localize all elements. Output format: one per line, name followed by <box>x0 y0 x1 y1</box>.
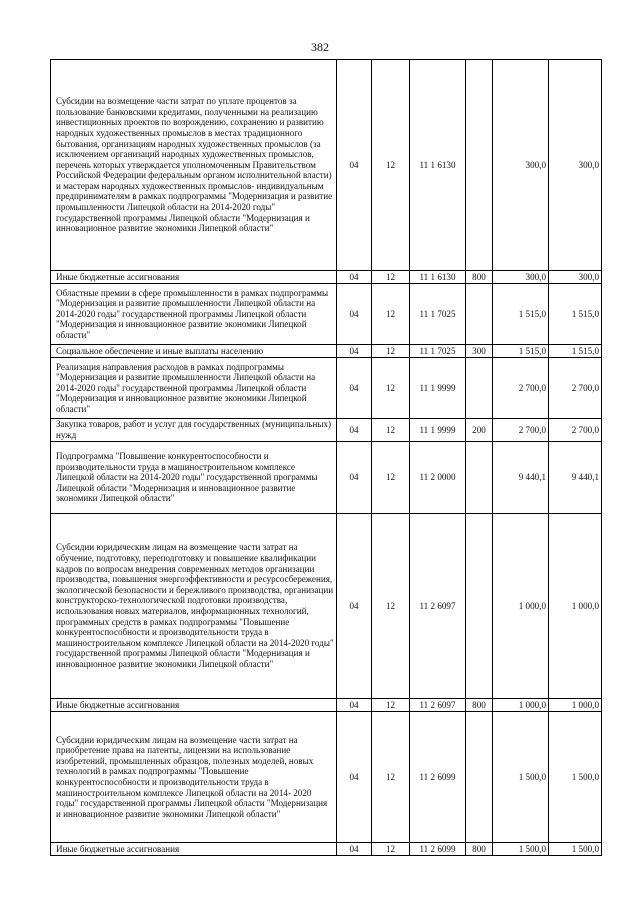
section-code-cell: 04 <box>337 442 372 514</box>
amount-cell: 1 000,0 <box>493 514 549 699</box>
target-article-cell: 11 1 9999 <box>410 358 466 419</box>
expense-type-cell: 200 <box>466 419 493 442</box>
subsection-code-cell: 12 <box>372 271 410 284</box>
subsection-code-cell: 12 <box>372 712 410 843</box>
amount-cell: 9 440,1 <box>493 442 549 514</box>
subsection-code-cell: 12 <box>372 699 410 712</box>
expense-type-cell: 800 <box>466 271 493 284</box>
expense-type-cell <box>466 442 493 514</box>
section-code-cell: 04 <box>337 843 372 856</box>
expense-type-cell: 800 <box>466 843 493 856</box>
target-article-cell: 11 2 0000 <box>410 442 466 514</box>
page-number: 382 <box>311 40 329 54</box>
description-cell: Субсидии на возмещение части затрат по уплате процентов за пользование банковскими кредитами, полученными на реализацию инвестиционных проектов по возрождению, сохранению и развитию народных художественных промыслов в местах традиционного бытования, организациям народных художественных промыслов (за исключением организаций народных художественных промыслов, перечень которых утверждается уполномоченным Правительством Российской Федерации федеральным органом исполнительной власти) и мастерам народных художественных промыслов- индивидуальным предпринимателям в рамках подпрограммы "Модернизация и развитие промышленности Липецкой области на 2014-2020 годы" государственной программы Липецкой области "Модернизация и инновационное развитие экономики Липецкой области" <box>51 60 337 271</box>
section-code-cell: 04 <box>337 514 372 699</box>
amount-cell: 300,0 <box>493 271 549 284</box>
amount-cell: 1 000,0 <box>549 699 602 712</box>
amount-cell: 300,0 <box>493 60 549 271</box>
amount-cell: 1 000,0 <box>549 514 602 699</box>
section-code-cell: 04 <box>337 358 372 419</box>
subsection-code-cell: 12 <box>372 442 410 514</box>
amount-cell: 1 515,0 <box>493 284 549 345</box>
amount-cell: 2 700,0 <box>493 419 549 442</box>
amount-cell: 1 500,0 <box>549 712 602 843</box>
amount-cell: 1 000,0 <box>493 699 549 712</box>
section-code-cell: 04 <box>337 284 372 345</box>
target-article-cell: 11 1 7025 <box>410 345 466 358</box>
table-row <box>51 271 602 284</box>
description-cell: Иные бюджетные ассигнования <box>51 843 337 856</box>
table-row <box>51 358 602 419</box>
subsection-code-cell: 12 <box>372 284 410 345</box>
amount-cell: 1 515,0 <box>493 345 549 358</box>
table-row <box>51 419 602 442</box>
target-article-cell: 11 2 6097 <box>410 514 466 699</box>
subsection-code-cell: 12 <box>372 345 410 358</box>
description-cell: Социальное обеспечение и иные выплаты населению <box>51 345 337 358</box>
expense-type-cell: 300 <box>466 345 493 358</box>
section-code-cell: 04 <box>337 419 372 442</box>
section-code-cell: 04 <box>337 271 372 284</box>
target-article-cell: 11 1 7025 <box>410 284 466 345</box>
table-row <box>51 843 602 856</box>
section-code-cell: 04 <box>337 60 372 271</box>
subsection-code-cell: 12 <box>372 514 410 699</box>
description-cell: Закупка товаров, работ и услуг для государственных (муниципальных) нужд <box>51 419 337 442</box>
amount-cell: 2 700,0 <box>549 358 602 419</box>
table-row <box>51 60 602 271</box>
expense-type-cell: 800 <box>466 699 493 712</box>
subsection-code-cell: 12 <box>372 60 410 271</box>
target-article-cell: 11 2 6097 <box>410 699 466 712</box>
expense-type-cell <box>466 712 493 843</box>
amount-cell: 1 515,0 <box>549 345 602 358</box>
target-article-cell: 11 1 6130 <box>410 271 466 284</box>
amount-cell: 1 515,0 <box>549 284 602 345</box>
table-row <box>51 442 602 514</box>
amount-cell: 300,0 <box>549 60 602 271</box>
amount-cell: 1 500,0 <box>549 843 602 856</box>
amount-cell: 300,0 <box>549 271 602 284</box>
target-article-cell: 11 1 6130 <box>410 60 466 271</box>
description-cell: Иные бюджетные ассигнования <box>51 699 337 712</box>
amount-cell: 1 500,0 <box>493 843 549 856</box>
table-row <box>51 345 602 358</box>
description-cell: Подпрограмма "Повышение конкурентоспособности и производительности труда в машиностроительном комплексе Липецкой области на 2014-2020 годы" государственной программы Липецкой области "Модернизация и инновационное развитие экономики Липецкой области" <box>51 442 337 514</box>
subsection-code-cell: 12 <box>372 358 410 419</box>
amount-cell: 2 700,0 <box>493 358 549 419</box>
table-row <box>51 514 602 699</box>
table-row <box>51 284 602 345</box>
section-code-cell: 04 <box>337 699 372 712</box>
description-cell: Субсидии юридическим лицам на возмещение части затрат на приобретение права на патенты, лицензии на использование изобретений, промышленных образцов, полезных моделей, новых технологий в рамках подпрограммы "Повышение конкурентоспособности и производительности труда в машиностроительном комплексе Липецкой области на 2014- 2020 годы" государственной программы Липецкой области "Модернизация и инновационное развитие экономики Липецкой области" <box>51 712 337 843</box>
section-code-cell: 04 <box>337 712 372 843</box>
subsection-code-cell: 12 <box>372 419 410 442</box>
budget-table <box>50 59 602 856</box>
subsection-code-cell: 12 <box>372 843 410 856</box>
expense-type-cell <box>466 358 493 419</box>
description-cell: Иные бюджетные ассигнования <box>51 271 337 284</box>
description-cell: Реализация направления расходов в рамках подпрограммы "Модернизация и развитие промышленности Липецкой области на 2014-2020 годы" государственной программы Липецкой области "Модернизация и инновационное развитие экономики Липецкой области" <box>51 358 337 419</box>
table-row <box>51 699 602 712</box>
expense-type-cell <box>466 60 493 271</box>
table-body <box>51 60 602 856</box>
amount-cell: 2 700,0 <box>549 419 602 442</box>
description-cell: Субсидии юридическим лицам на возмещение части затрат на обучение, подготовку, переподготовку и повышение квалификации кадров по вопросам внедрения современных методов организации производства, повышения энергоэффективности и ресурсосбережения, экологической безопасности и бережливого производства, организации конструкторско-технологической подготовки производства, использования новых материалов, информационных технологий, программных средств в рамках подпрограммы "Повышение конкурентоспособности и производительности труда в машиностроительном комплексе Липецкой области на 2014-2020 годы" государственной программы Липецкой области "Модернизация и инновационное развитие экономики Липецкой области" <box>51 514 337 699</box>
target-article-cell: 11 2 6099 <box>410 843 466 856</box>
amount-cell: 1 500,0 <box>493 712 549 843</box>
expense-type-cell <box>466 284 493 345</box>
target-article-cell: 11 1 9999 <box>410 419 466 442</box>
description-cell: Областные премии в сфере промышленности в рамках подпрограммы "Модернизация и развитие промышленности Липецкой области на 2014-2020 годы" государственной программы Липецкой области "Модернизация и инновационное развитие экономики Липецкой области" <box>51 284 337 345</box>
expense-type-cell <box>466 514 493 699</box>
section-code-cell: 04 <box>337 345 372 358</box>
target-article-cell: 11 2 6099 <box>410 712 466 843</box>
amount-cell: 9 440,1 <box>549 442 602 514</box>
table-row <box>51 712 602 843</box>
